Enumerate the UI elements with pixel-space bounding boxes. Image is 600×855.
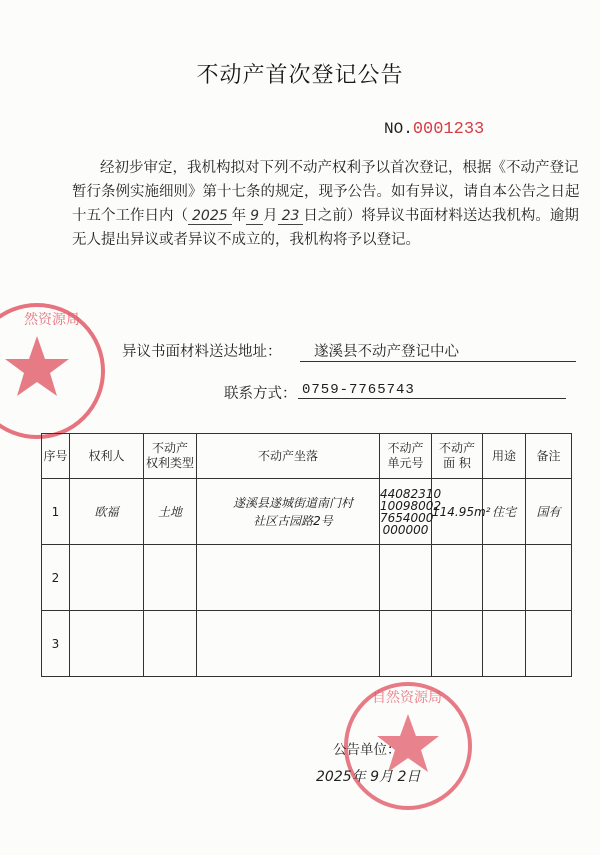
row1-seq: 1 (42, 479, 70, 545)
row1-location (197, 479, 380, 545)
announcement-paragraph (72, 156, 584, 252)
pub-month-unit: 月 (379, 769, 394, 785)
serial-number (384, 120, 484, 139)
deadline-month-unit: 月 (263, 208, 278, 224)
official-seal-left (0, 296, 112, 446)
table-row (42, 479, 572, 545)
header-remark: 备注 (526, 434, 572, 479)
row1-unit-l2: 10098002 (380, 498, 442, 513)
paragraph-part1: 经初步审定，我机构拟对下列不动产权利予以首次登记，根据《不动产登记暂行条例实施细则》第十七条的规定，现予公告。如有异议，请自本公告之日起十五个工作日内（ (72, 160, 580, 224)
header-holder: 权利人 (70, 434, 144, 479)
row1-holder: 欧福 (70, 479, 144, 545)
pub-year: 2025 (316, 769, 352, 785)
paragraph-part2: ）将异议书面材料送达我机构。逾期无人提出异议或者异议不成立的，我机构将予以登记。 (72, 208, 579, 248)
header-unit-no (380, 434, 432, 479)
publisher-label: 公告单位： (333, 742, 401, 758)
pub-day: 2 (397, 769, 407, 785)
document-title: 不动产首次登记公告 (196, 63, 404, 88)
row1-unit-no (380, 479, 442, 545)
row1-usage: 住宅 (483, 479, 526, 545)
deadline-month: 9 (246, 208, 263, 225)
row1-unit-l4: 000000 (382, 522, 429, 537)
row1-location-l1: 遂溪县遂城街道南门村 (232, 495, 353, 510)
header-area-l2: 面 积 (443, 456, 471, 470)
row2-seq: 2 (42, 545, 70, 611)
header-area-l1: 不动产 (438, 441, 475, 455)
serial-prefix: NO. (384, 120, 413, 138)
deadline-year-unit: 年 (231, 208, 247, 224)
row3-seq: 3 (42, 611, 70, 677)
address-label: 异议书面材料送达地址： (122, 344, 282, 360)
registration-table (41, 433, 572, 677)
deadline-year: 2025 (188, 208, 232, 225)
table-row (42, 545, 572, 611)
deadline-day: 23 (278, 208, 304, 225)
pub-month: 9 (370, 769, 380, 785)
header-usage: 用途 (483, 434, 526, 479)
header-right-type-l1: 不动产 (151, 441, 188, 455)
table-header-row (42, 434, 572, 479)
contact-value: 0759-7765743 (298, 382, 566, 399)
pub-day-unit: 日 (406, 769, 421, 785)
table-row (42, 611, 572, 677)
serial-value: 0001233 (412, 120, 485, 139)
header-unit-no-l2: 单元号 (387, 456, 424, 470)
contact-label: 联系方式： (224, 386, 297, 402)
row1-right-type: 土地 (144, 479, 197, 545)
deadline-day-suffix: 日之前 (303, 208, 347, 224)
seal-left-text: 然资源局 (24, 312, 80, 328)
header-location: 不动产坐落 (197, 434, 380, 479)
row1-remark: 国有 (526, 479, 572, 545)
publish-date (316, 766, 420, 786)
address-value: 遂溪县不动产登记中心 (300, 340, 576, 362)
header-unit-no-l1: 不动产 (387, 441, 424, 455)
row1-location-l2: 社区古园路2号 (253, 513, 333, 528)
header-right-type (144, 434, 197, 479)
pub-year-unit: 年 (351, 769, 366, 785)
row1-area: 114.95m² (432, 479, 483, 545)
header-seq: 序号 (42, 434, 70, 479)
header-right-type-l2: 权利类型 (145, 456, 194, 470)
row1-unit-l3: 7654000 (380, 510, 434, 525)
row1-unit-l1: 44082310 (380, 486, 442, 501)
seal-right-text: 自然资源局 (372, 690, 442, 706)
header-area (432, 434, 483, 479)
